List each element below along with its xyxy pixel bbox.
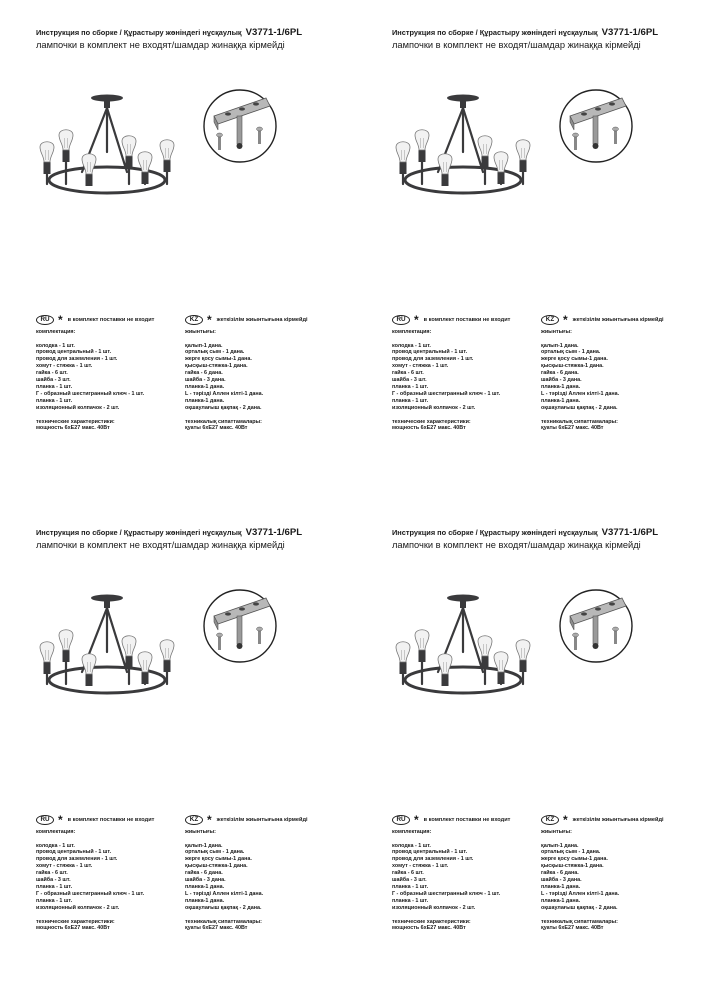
list-item: жерге қосу сымы-1 дана. [541, 356, 608, 363]
list-item: шайба - 3 шт. [36, 877, 71, 884]
asterisk-icon: * [563, 813, 568, 827]
kz-tech-heading: техникалық сипаттамалары: [185, 418, 262, 425]
sheet-title [36, 27, 302, 38]
ru-contents-heading: комплектация: [36, 829, 76, 835]
list-item: L - тәрізді Аллен кілті-1 дана. [541, 390, 620, 397]
title-text: Инструкция по сборке / Құрастыру жөніндегі нұсқаулық [392, 28, 598, 37]
ru-contents-list [36, 843, 181, 912]
instruction-sheet [356, 0, 706, 490]
kz-contents-list [541, 843, 691, 912]
list-item: шайба - 3 дана. [185, 877, 226, 884]
asterisk-icon: * [58, 813, 63, 827]
mounting-bracket-illustration [556, 86, 636, 171]
list-item: планка - 1 шт. [36, 397, 73, 404]
ru-not-included-note: в комплект поставки не входит [423, 316, 511, 323]
list-item: қысқыш-стяжка-1 дана. [185, 863, 248, 870]
ru-power-spec: мощность 6xE27 макс. 40Вт [36, 425, 110, 432]
list-item: планка - 1 шт. [392, 897, 429, 904]
kz-not-included-note: жеткізілім жиынтығына кірмейді [216, 816, 308, 823]
ru-contents-list [392, 843, 537, 912]
list-item: қалып-1 дана. [185, 842, 223, 849]
list-item: жерге қосу сымы-1 дана. [185, 856, 252, 863]
list-item: хомут - стяжка - 1 шт. [392, 863, 449, 870]
ru-power-spec: мощность 6xE27 макс. 40Вт [392, 925, 466, 932]
list-item: планка - 1 шт. [36, 897, 73, 904]
list-item: планка - 1 шт. [392, 397, 429, 404]
title-text: Инструкция по сборке / Құрастыру жөніндегі нұсқаулық [36, 28, 242, 37]
ru-section [36, 814, 181, 932]
kz-not-included-note: жеткізілім жиынтығына кірмейді [572, 316, 664, 323]
kz-power-spec: қуаты 6xE27 макс. 40Вт [541, 425, 604, 432]
list-item: гайка - 6 шт. [392, 870, 424, 877]
list-item: орталық сым - 1 дана. [185, 849, 245, 856]
kz-power-spec: қуаты 6xE27 макс. 40Вт [185, 925, 248, 932]
instruction-sheet [356, 500, 706, 990]
ru-not-included-note: в комплект поставки не входит [67, 316, 155, 323]
list-item: оқшаулағыш қақпақ - 2 дана. [541, 904, 618, 911]
kz-not-included-note: жеткізілім жиынтығына кірмейді [572, 816, 664, 823]
list-item: изоляционный колпачок - 2 шт. [392, 904, 476, 911]
list-item: планка - 1 шт. [392, 883, 429, 890]
ru-not-included-note: в комплект поставки не входит [67, 816, 155, 823]
kz-tech-heading: техникалық сипаттамалары: [185, 918, 262, 925]
asterisk-icon: * [414, 813, 419, 827]
list-item: қалып-1 дана. [541, 842, 579, 849]
chandelier-illustration [388, 92, 538, 217]
mounting-bracket-illustration [556, 586, 636, 671]
ru-section [392, 814, 537, 932]
ru-not-included-note: в комплект поставки не входит [423, 816, 511, 823]
list-item: колодка - 1 шт. [36, 342, 75, 349]
title-text: Инструкция по сборке / Құрастыру жөніндегі нұсқаулық [36, 528, 242, 537]
ru-power-spec: мощность 6xE27 макс. 40Вт [392, 425, 466, 432]
list-item: гайка - 6 дана. [185, 870, 223, 877]
chandelier-illustration [32, 592, 182, 717]
ru-badge: RU [392, 315, 410, 325]
kz-section [541, 814, 691, 932]
list-item: шайба - 3 шт. [36, 377, 71, 384]
kz-contents-heading: жиынтығы: [185, 329, 216, 335]
list-item: планка-1 дана. [541, 897, 581, 904]
list-item: шайба - 3 дана. [185, 377, 226, 384]
list-item: орталық сым - 1 дана. [185, 349, 245, 356]
list-item: планка-1 дана. [185, 883, 225, 890]
list-item: L - тәрізді Аллен кілті-1 дана. [185, 390, 264, 397]
list-item: Г - образный шестигранный ключ - 1 шт. [36, 390, 145, 397]
bulbs-note: лампочки в комплект не входят/шамдар жинаққа кірмейді [36, 540, 285, 550]
ru-contents-heading: комплектация: [392, 829, 432, 835]
list-item: провод центральный - 1 шт. [392, 349, 468, 356]
instruction-sheet [0, 0, 350, 490]
list-item: планка-1 дана. [541, 397, 581, 404]
list-item: L - тәрізді Аллен кілті-1 дана. [541, 890, 620, 897]
ru-badge: RU [392, 815, 410, 825]
kz-badge: KZ [541, 815, 559, 825]
list-item: изоляционный колпачок - 2 шт. [36, 904, 120, 911]
asterisk-icon: * [207, 813, 212, 827]
list-item: провод для заземления - 1 шт. [392, 356, 474, 363]
list-item: провод для заземления - 1 шт. [36, 856, 118, 863]
ru-tech-heading: технические характеристики: [392, 418, 471, 425]
list-item: Г - образный шестигранный ключ - 1 шт. [392, 890, 501, 897]
ru-tech-heading: технические характеристики: [392, 918, 471, 925]
list-item: провод для заземления - 1 шт. [36, 356, 118, 363]
kz-power-spec: қуаты 6xE27 макс. 40Вт [185, 425, 248, 432]
kz-badge: KZ [185, 315, 203, 325]
list-item: қалып-1 дана. [185, 342, 223, 349]
list-item: L - тәрізді Аллен кілті-1 дана. [185, 890, 264, 897]
list-item: орталық сым - 1 дана. [541, 349, 601, 356]
list-item: провод центральный - 1 шт. [36, 349, 112, 356]
list-item: қысқыш-стяжка-1 дана. [541, 863, 604, 870]
list-item: колодка - 1 шт. [36, 842, 75, 849]
list-item: планка-1 дана. [185, 383, 225, 390]
list-item: оқшаулағыш қақпақ - 2 дана. [185, 904, 262, 911]
list-item: шайба - 3 дана. [541, 377, 582, 384]
list-item: гайка - 6 шт. [392, 370, 424, 377]
list-item: Г - образный шестигранный ключ - 1 шт. [392, 390, 501, 397]
chandelier-illustration [32, 92, 182, 217]
list-item: орталық сым - 1 дана. [541, 849, 601, 856]
list-item: жерге қосу сымы-1 дана. [541, 856, 608, 863]
ru-section [36, 314, 181, 432]
list-item: хомут - стяжка - 1 шт. [36, 363, 93, 370]
ru-power-spec: мощность 6xE27 макс. 40Вт [36, 925, 110, 932]
list-item: планка-1 дана. [185, 897, 225, 904]
kz-contents-heading: жиынтығы: [185, 829, 216, 835]
list-item: шайба - 3 шт. [392, 877, 427, 884]
list-item: хомут - стяжка - 1 шт. [392, 363, 449, 370]
title-text: Инструкция по сборке / Құрастыру жөніндегі нұсқаулық [392, 528, 598, 537]
kz-contents-list [185, 843, 335, 912]
list-item: гайка - 6 дана. [541, 870, 579, 877]
sheet-title [392, 27, 658, 38]
ru-tech-heading: технические характеристики: [36, 918, 115, 925]
list-item: планка-1 дана. [541, 883, 581, 890]
asterisk-icon: * [207, 313, 212, 327]
kz-tech-heading: техникалық сипаттамалары: [541, 918, 618, 925]
list-item: оқшаулағыш қақпақ - 2 дана. [185, 404, 262, 411]
ru-contents-list [392, 343, 537, 412]
kz-contents-list [185, 343, 335, 412]
list-item: шайба - 3 дана. [541, 877, 582, 884]
kz-section [185, 314, 335, 432]
kz-badge: KZ [541, 315, 559, 325]
list-item: планка-1 дана. [185, 397, 225, 404]
kz-power-spec: қуаты 6xE27 макс. 40Вт [541, 925, 604, 932]
ru-badge: RU [36, 315, 54, 325]
model-number: V3771-1/6PL [601, 527, 659, 538]
list-item: провод центральный - 1 шт. [392, 849, 468, 856]
list-item: хомут - стяжка - 1 шт. [36, 863, 93, 870]
list-item: планка-1 дана. [541, 383, 581, 390]
list-item: планка - 1 шт. [36, 883, 73, 890]
kz-contents-heading: жиынтығы: [541, 829, 572, 835]
asterisk-icon: * [58, 313, 63, 327]
list-item: оқшаулағыш қақпақ - 2 дана. [541, 404, 618, 411]
list-item: шайба - 3 шт. [392, 377, 427, 384]
ru-contents-list [36, 343, 181, 412]
list-item: қысқыш-стяжка-1 дана. [541, 363, 604, 370]
list-item: провод центральный - 1 шт. [36, 849, 112, 856]
kz-badge: KZ [185, 815, 203, 825]
chandelier-illustration [388, 592, 538, 717]
list-item: планка - 1 шт. [392, 383, 429, 390]
model-number: V3771-1/6PL [245, 27, 303, 38]
kz-contents-heading: жиынтығы: [541, 329, 572, 335]
kz-section [185, 814, 335, 932]
list-item: изоляционный колпачок - 2 шт. [36, 404, 120, 411]
list-item: гайка - 6 дана. [541, 370, 579, 377]
list-item: планка - 1 шт. [36, 383, 73, 390]
list-item: колодка - 1 шт. [392, 342, 431, 349]
instruction-sheet [0, 500, 350, 990]
list-item: провод для заземления - 1 шт. [392, 856, 474, 863]
sheet-title [392, 527, 658, 538]
kz-not-included-note: жеткізілім жиынтығына кірмейді [216, 316, 308, 323]
model-number: V3771-1/6PL [245, 527, 303, 538]
list-item: гайка - 6 шт. [36, 370, 68, 377]
ru-badge: RU [36, 815, 54, 825]
kz-section [541, 314, 691, 432]
list-item: Г - образный шестигранный ключ - 1 шт. [36, 890, 145, 897]
mounting-bracket-illustration [200, 586, 280, 671]
bulbs-note: лампочки в комплект не входят/шамдар жинаққа кірмейді [392, 540, 641, 550]
kz-contents-list [541, 343, 691, 412]
kz-tech-heading: техникалық сипаттамалары: [541, 418, 618, 425]
ru-contents-heading: комплектация: [36, 329, 76, 335]
ru-tech-heading: технические характеристики: [36, 418, 115, 425]
model-number: V3771-1/6PL [601, 27, 659, 38]
list-item: колодка - 1 шт. [392, 842, 431, 849]
ru-section [392, 314, 537, 432]
list-item: гайка - 6 шт. [36, 870, 68, 877]
asterisk-icon: * [563, 313, 568, 327]
list-item: қалып-1 дана. [541, 342, 579, 349]
sheet-title [36, 527, 302, 538]
bulbs-note: лампочки в комплект не входят/шамдар жинаққа кірмейді [392, 40, 641, 50]
mounting-bracket-illustration [200, 86, 280, 171]
list-item: гайка - 6 дана. [185, 370, 223, 377]
ru-contents-heading: комплектация: [392, 329, 432, 335]
list-item: изоляционный колпачок - 2 шт. [392, 404, 476, 411]
bulbs-note: лампочки в комплект не входят/шамдар жинаққа кірмейді [36, 40, 285, 50]
list-item: жерге қосу сымы-1 дана. [185, 356, 252, 363]
asterisk-icon: * [414, 313, 419, 327]
list-item: қысқыш-стяжка-1 дана. [185, 363, 248, 370]
